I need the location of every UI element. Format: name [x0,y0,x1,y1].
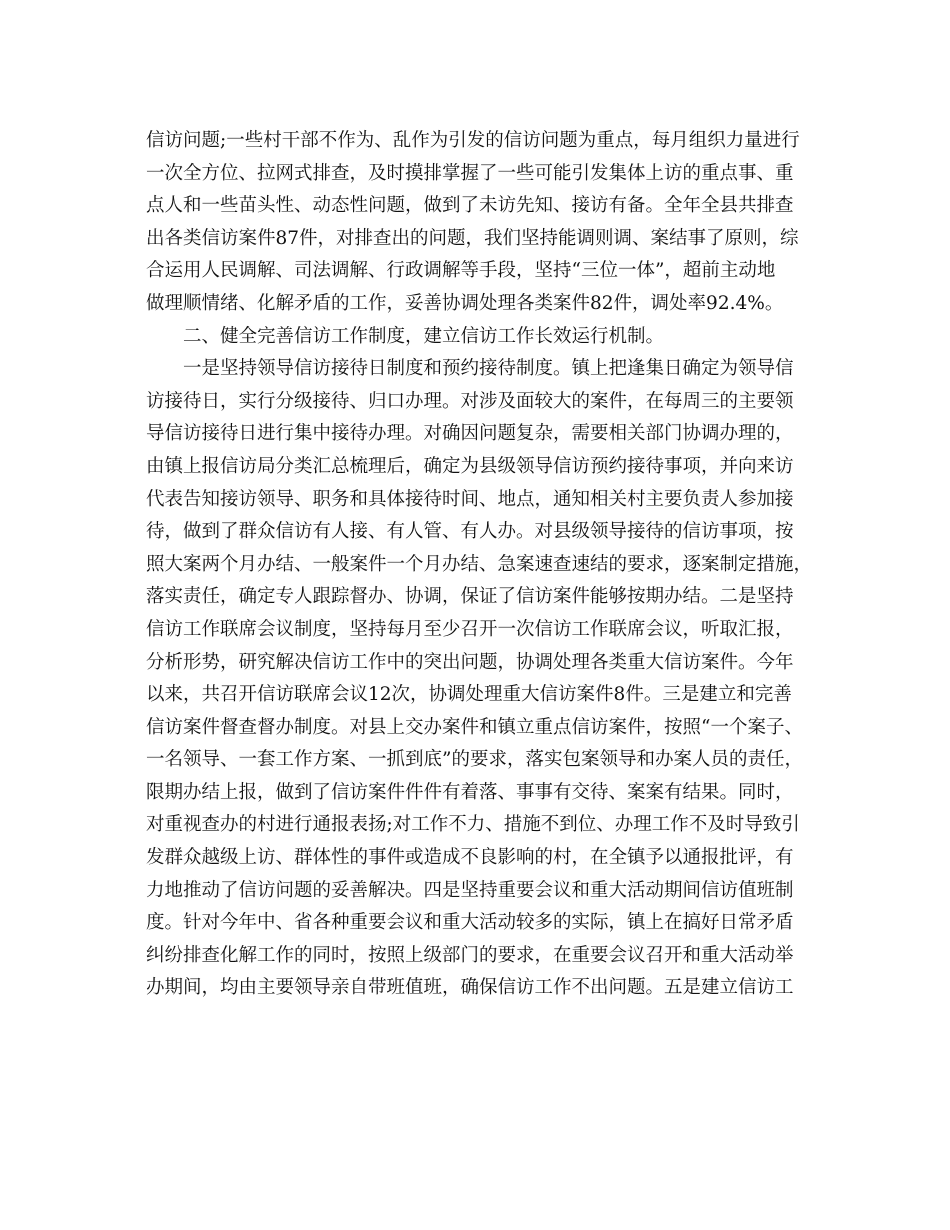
text-line: 以来，共召开信访联席会议12次，协调处理重大信访案件8件。三是建立和完善 [146,684,792,706]
text-line: 发群众越级上访、群体性的事件或造成不良影响的村，在全镇予以通报批评，有 [146,847,794,869]
text-line: 信访案件督查督办制度。对县上交办案件和镇立重点信访案件，按照“一个案子、 [146,716,803,738]
text-line: 纠纷排查化解工作的同时，按照上级部门的要求，在重要会议召开和重大活动举 [146,944,794,966]
text-line: 代表告知接访领导、职务和具体接待时间、地点，通知相关村主要负责人参加接 [146,488,794,510]
text-line: 信访问题;一些村干部不作为、乱作为引发的信访问题为重点，每月组织力量进行 [146,130,800,151]
text-line: 点人和一些苗头性、动态性问题，做到了未访先知、接访有备。全年全县共排查 [146,195,794,217]
text-line: 出各类信访案件87件，对排查出的问题，我们坚持能调则调、案结事了原则，综 [146,227,799,249]
text-line: 访接待日，实行分级接待、归口办理。对涉及面较大的案件，在每周三的主要领 [146,390,794,412]
text-line: 由镇上报信访局分类汇总梳理后，确定为县级领导信访预约接待事项，并向来访 [146,455,794,477]
text-line: 待，做到了群众信访有人接、有人管、有人办。对县级领导接待的信访事项，按 [146,521,794,543]
text-line: 一是坚持领导信访接待日制度和预约接待制度。镇上把逢集日确定为领导信 [183,358,794,380]
text-line: 落实责任，确定专人跟踪督办、协调，保证了信访案件能够按期办结。二是坚持 [146,586,794,608]
text-line: 做理顺情绪、化解矛盾的工作，妥善协调处理各类案件82件，调处率92.4%。 [146,292,784,314]
text-line: 办期间，均由主要领导亲自带班值班，确保信访工作不出问题。五是建立信访工 [146,977,794,999]
text-line: 力地推动了信访问题的妥善解决。四是坚持重要会议和重大活动期间信访值班制 [146,879,794,901]
text-line: 照大案两个月办结、一般案件一个月办结、急案速查速结的要求，逐案制定措施， [146,553,813,575]
text-line: 一次全方位、拉网式排查，及时摸排掌握了一些可能引发集体上访的重点事、重 [146,162,794,184]
text-line: 信访工作联席会议制度，坚持每月至少召开一次信访工作联席会议，听取汇报， [146,618,794,640]
text-line: 一名领导、一套工作方案、一抓到底”的要求，落实包案领导和办案人员的责任， [146,749,803,771]
text-line: 导信访接待日进行集中接待办理。对确因问题复杂，需要相关部门协调办理的， [146,423,794,445]
section-heading: 二、健全完善信访工作制度，建立信访工作长效运行机制。 [183,325,665,347]
document-body [146,125,816,1005]
text-line: 度。针对今年中、省各种重要会议和重大活动较多的实际，镇上在搞好日常矛盾 [146,912,794,934]
text-line: 对重视查办的村进行通报表扬;对工作不力、措施不到位、办理工作不及时导致引 [146,814,800,836]
text-line: 合运用人民调解、司法调解、行政调解等手段，坚持“三位一体”，超前主动地 [146,260,776,282]
text-line: 分析形势，研究解决信访工作中的突出问题，协调处理各类重大信访案件。今年 [146,651,794,673]
text-line: 限期办结上报，做到了信访案件件件有着落、事事有交待、案案有结果。同时， [146,781,794,803]
